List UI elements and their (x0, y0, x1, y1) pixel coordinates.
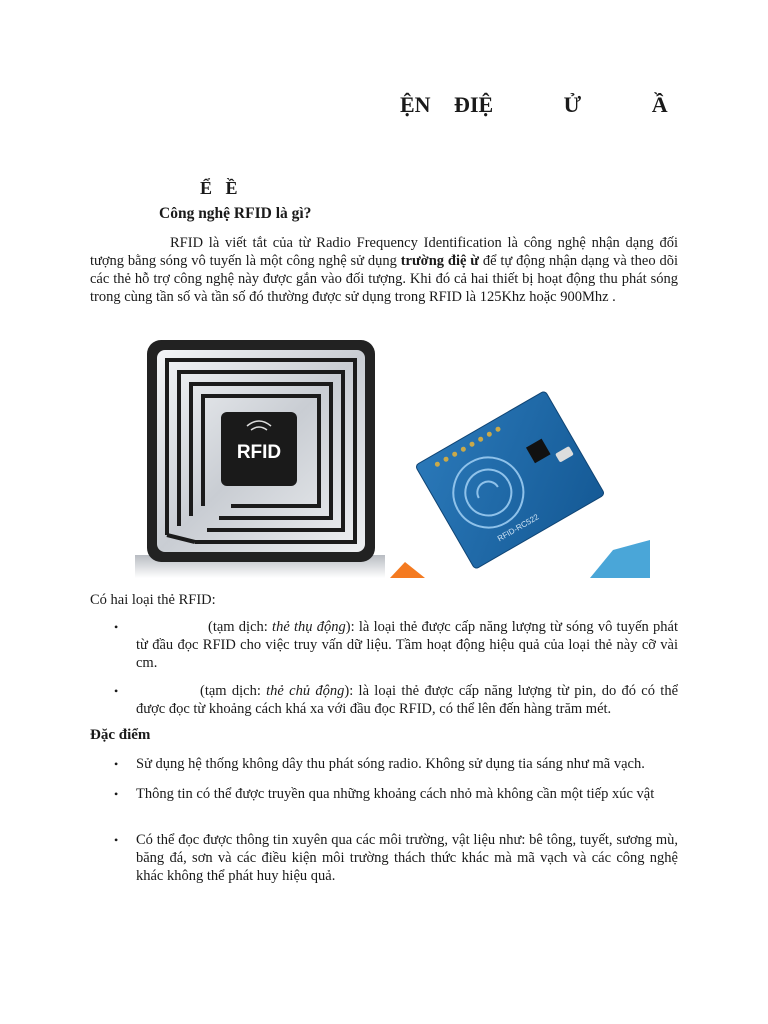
bullet-icon: • (114, 684, 119, 698)
feature-text: Sử dụng hệ thống không dây thu phát sóng radio. Không sử dụng tia sáng như mã vạch. (136, 756, 645, 772)
paragraph-text-2: để tự động nhận dạng và theo dõi các thẻ hỗ trợ công nghệ này được gắn vào đối tượng. Khi đó cả hai thiết bị hoạt động thu phát sóng trong cùng tần số và tần số đó thường được sử dụng trong RFID là 125Khz hoặc 900Mhz . (90, 253, 678, 305)
list-item (114, 618, 678, 672)
bullet-icon: • (114, 833, 119, 847)
list-item (114, 785, 678, 803)
paragraph-text-1: RFID là viết tắt của từ Radio Frequency Identification là công nghệ nhận dạng đối tượng bằng sóng vô tuyến là một công nghệ sử dụng (90, 235, 678, 269)
feature-text: Thông tin có thể được truyền qua những khoảng cách nhỏ mà không cần một tiếp xúc vật (136, 786, 655, 802)
rfid-module (415, 391, 605, 570)
section-heading: Ể Ề (200, 178, 238, 198)
list-item (114, 755, 678, 773)
type-prefix: (tạm dịch: (208, 619, 273, 635)
list-item (114, 682, 679, 718)
blue-accent (590, 540, 650, 578)
features-heading: Đặc điểm (90, 727, 151, 743)
module-label: RFID-RC522 (495, 512, 541, 544)
type-description: ): là loại thẻ được cấp năng lượng từ sóng vô tuyến phát từ đầu đọc RFID cho việc truy vấn dữ liệu. Tầm hoạt động hiệu quả của loại thẻ này cỡ vài cm. (136, 619, 678, 671)
rfid-image (135, 330, 650, 578)
rfid-tag (147, 340, 375, 562)
rfid-illustration (135, 330, 650, 578)
bullet-icon: • (114, 757, 119, 771)
type-name-italic: thẻ thụ động (272, 619, 346, 635)
bullet-icon: • (114, 787, 119, 801)
feature-text: Có thể đọc được thông tin xuyên qua các môi trường, vật liệu như: bê tông, tuyết, sương mù, băng đá, sơn và các điều kiện môi trường thách thức khác mà mã vạch và các công nghệ khác không thể phát huy hiệu quả. (136, 832, 678, 884)
tag-label: RFID (236, 442, 282, 463)
list-item (114, 831, 678, 885)
document-title: ỆN ĐIỆ Ử Ầ (400, 92, 668, 117)
paragraph-bold-term: trường điệ ừ (400, 253, 479, 269)
bullet-icon: • (114, 620, 119, 634)
type-prefix: (tạm dịch: (200, 683, 267, 699)
intro-paragraph (90, 234, 678, 306)
features-list (114, 755, 678, 885)
question-heading: Công nghệ RFID là gì? (159, 205, 312, 222)
types-intro: Có hai loại thẻ RFID: (90, 592, 216, 608)
type-description: ): là loại thẻ được cấp năng lượng từ pin, do đó có thể được đọc từ khoảng cách khá xa với đầu đọc RFID, có thể lên đến hàng trăm mét. (136, 683, 679, 717)
tag-types-list (114, 618, 679, 728)
type-name-italic: thẻ chủ động (266, 683, 345, 699)
orange-accent (390, 562, 425, 578)
